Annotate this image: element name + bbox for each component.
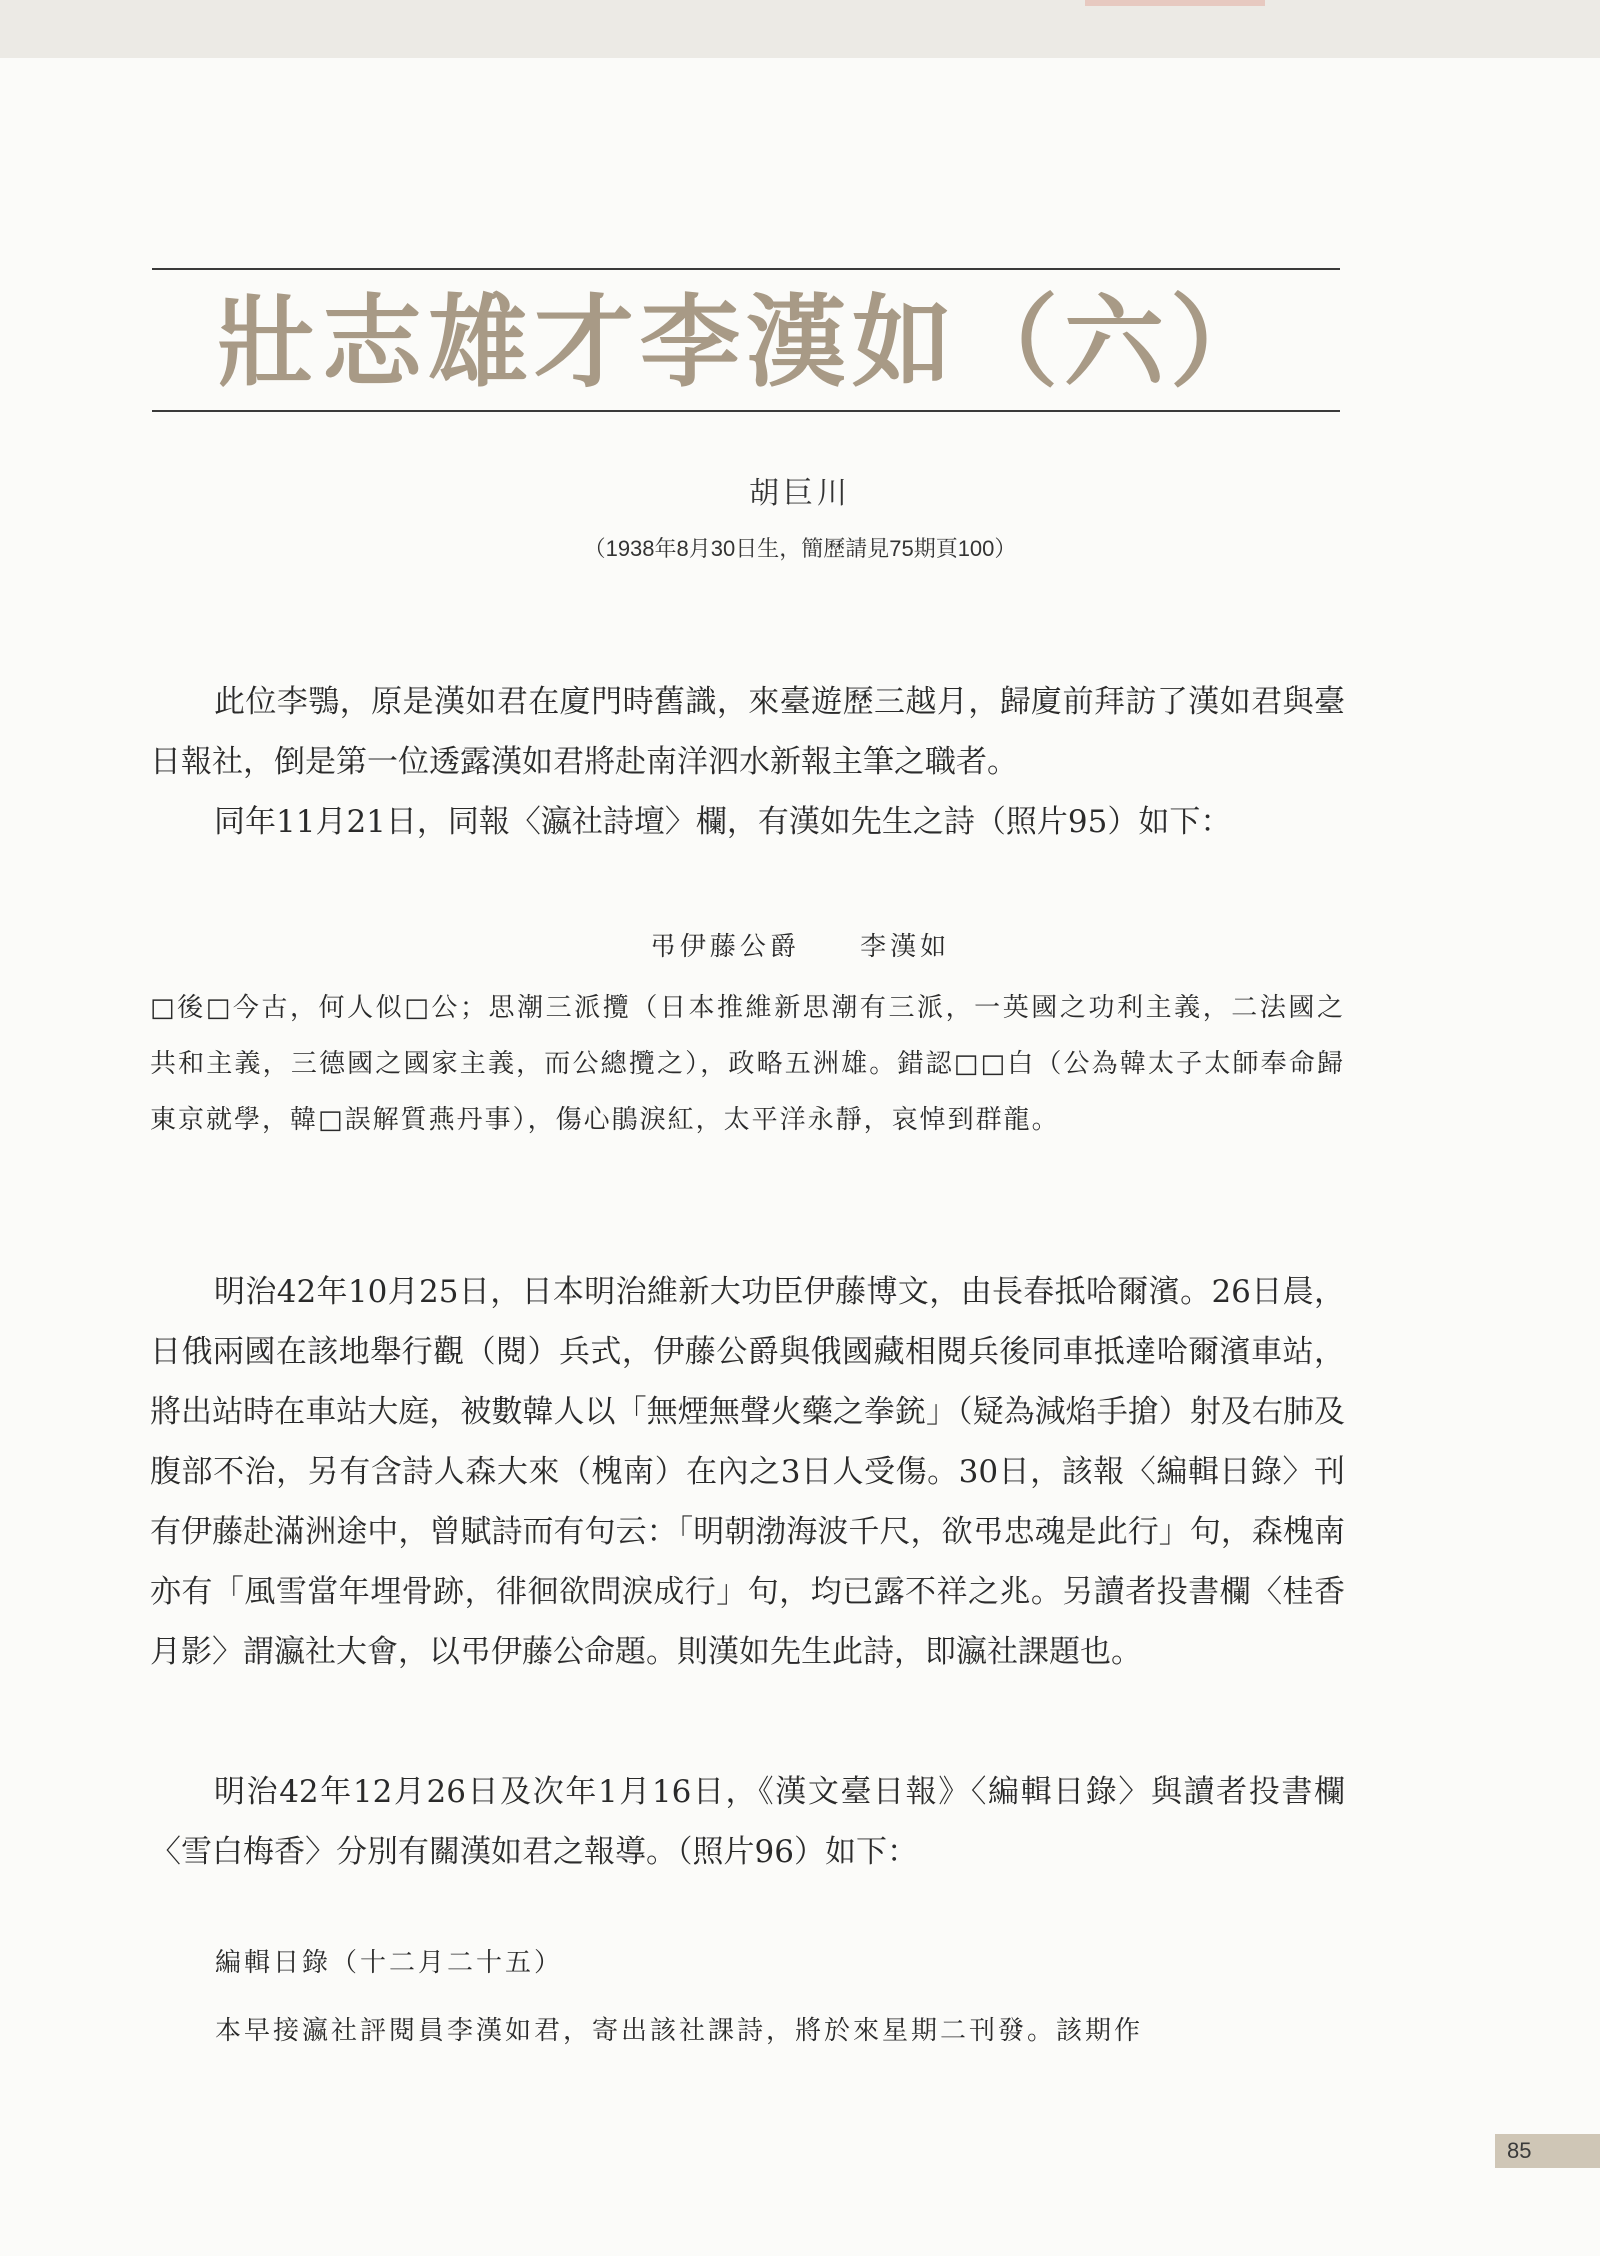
poem-author: 李漢如 <box>860 932 951 962</box>
page-number: 85 <box>1495 2134 1600 2168</box>
paragraph-1: 此位李鶚，原是漢如君在廈門時舊識，來臺遊歷三越月，歸廈前拜訪了漢如君與臺日報社，倒是第一位透露漢如君將赴南洋泗水新報主筆之職者。 <box>150 684 1345 780</box>
excerpt-text: 本早接瀛社評閱員李漢如君，寄出該社課詩，將於來星期二刊發。該期作 <box>215 2016 1144 2046</box>
article-title: 壯志雄才李漢如（六） <box>216 283 1276 401</box>
author-note: （1938年8月30日生，簡歷請見75期頁100） <box>583 536 1017 561</box>
top-color-mark <box>1085 0 1265 6</box>
title-rule-bottom <box>152 410 1340 412</box>
excerpt-heading: 編輯日錄（十二月二十五） <box>215 1948 564 1978</box>
paragraph-3: 明治42年10月25日，日本明治維新大功臣伊藤博文，由長春抵哈爾濱。26日晨，日俄兩國在該地舉行觀（閱）兵式，伊藤公爵與俄國藏相閱兵後同車抵達哈爾濱車站，將出站時在車站大庭，被數韓人以「無煙無聲火藥之拳銃」（疑為減焰手搶）射及右肺及腹部不治，另有含詩人森大來（槐南）在內之3日人受傷。30日，該報〈編輯日錄〉刊有伊藤赴滿洲途中，曾賦詩而有句云：「明朝渤海波千尺，欲弔忠魂是此行」句，森槐南亦有「風雪當年埋骨跡，徘徊欲問淚成行」句，均已露不祥之兆。另讀者投書欄〈桂香月影〉謂瀛社大會，以弔伊藤公命題。則漢如先生此詩，即瀛社課題也。 <box>150 1274 1345 1670</box>
poem-title: 弔伊藤公爵 <box>649 932 800 962</box>
poem-heading <box>0 926 1600 963</box>
top-scan-band <box>0 0 1600 58</box>
author-name: 胡巨川 <box>749 476 851 511</box>
poem-text: □後□今古，何人似□公；思潮三派攬（日本推維新思潮有三派，一英國之功利主義，二法國之共和主義，三德國之國家主義，而公總攬之），政略五洲雄。錯認□□白（公為韓太子太師奉命歸東京就學，韓□誤解質燕丹事），傷心鵑淚紅，太平洋永靜，哀悼到群龍。 <box>150 993 1345 1135</box>
paragraph-2: 同年11月21日，同報〈瀛社詩壇〉欄，有漢如先生之詩（照片95）如下： <box>214 804 1232 840</box>
paragraph-4: 明治42年12月26日及次年1月16日，《漢文臺日報》〈編輯日錄〉與讀者投書欄〈雪白梅香〉分別有關漢如君之報導。（照片96）如下： <box>150 1774 1345 1870</box>
title-rule-top <box>152 268 1340 270</box>
